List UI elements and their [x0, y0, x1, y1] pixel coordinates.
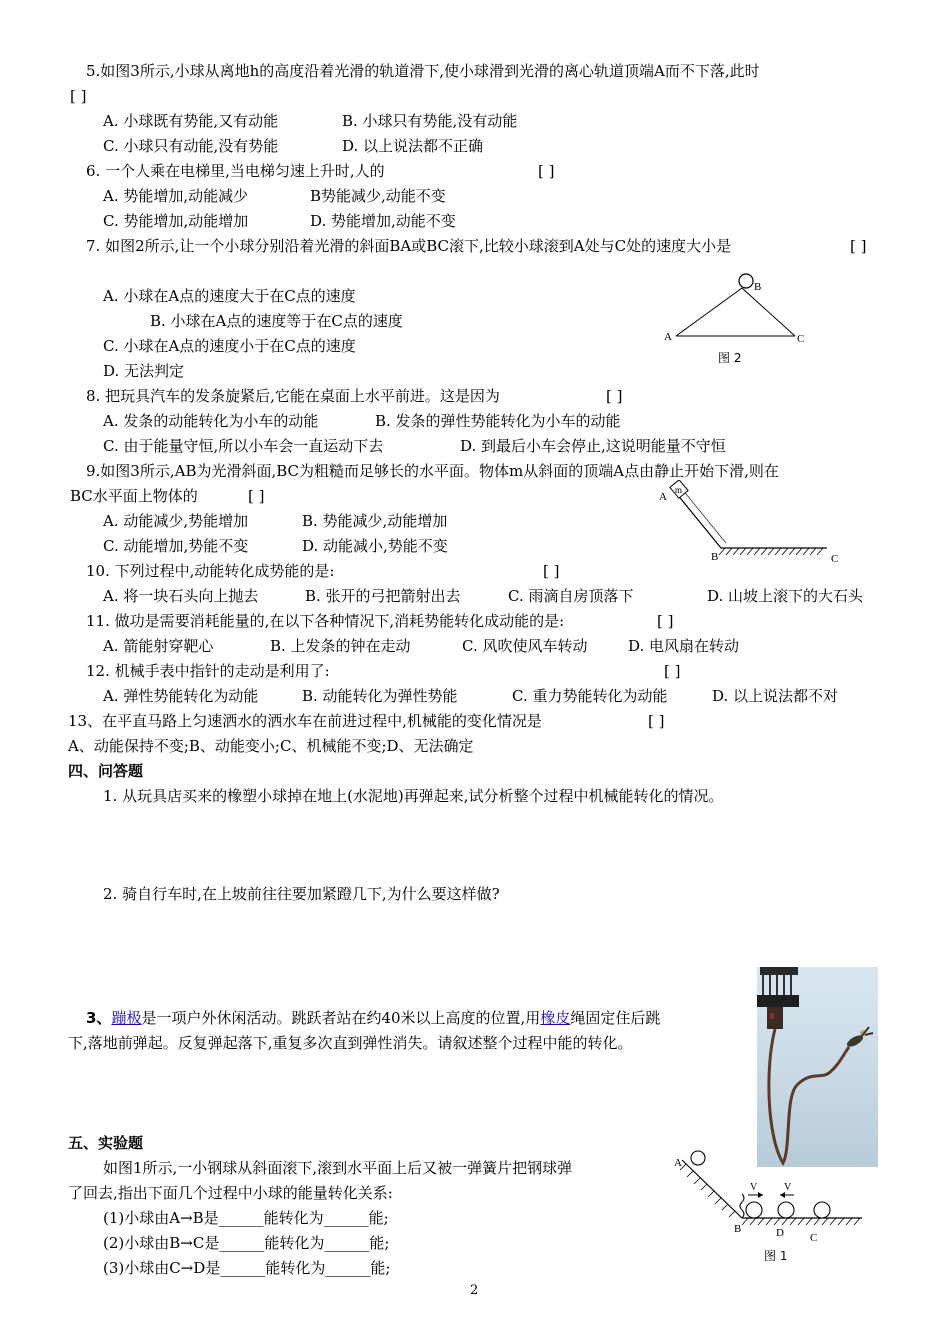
q12-option-a: A. 弹性势能转化为动能 — [103, 687, 259, 705]
fig1-label-v1: V — [750, 1182, 758, 1193]
ball-at-a — [691, 1151, 705, 1165]
q8-stem: 8. 把玩具汽车的发条旋紧后,它能在桌面上水平前进。这是因为 — [86, 387, 500, 405]
incline-ab — [682, 1160, 742, 1218]
sec5-item-2: (2)小球由B→C是______能转化为______能; — [103, 1234, 390, 1252]
slope-bc — [742, 288, 795, 336]
q12-bracket: [ ] — [664, 662, 681, 680]
q10-bracket: [ ] — [543, 562, 560, 580]
fig3-label-c: C — [831, 553, 839, 565]
fig1-label-a: A — [674, 1157, 682, 1169]
fig2-label-a: A — [664, 331, 672, 343]
q8-option-d: D. 到最后小车会停止,这说明能量不守恒 — [460, 437, 726, 455]
q12-stem: 12. 机械手表中指针的走动是利用了: — [86, 662, 330, 680]
bungee-photo — [757, 967, 878, 1167]
q11-option-b: B. 上发条的钟在走动 — [270, 637, 411, 655]
q6-bracket: [ ] — [538, 162, 555, 180]
q12-option-d: D. 以上说法都不对 — [712, 687, 839, 705]
q10-stem: 10. 下列过程中,动能转化成势能的是: — [86, 562, 335, 580]
q9-bracket: [ ] — [248, 487, 265, 505]
q7-bracket: [ ] — [850, 237, 867, 255]
sec4-question-3-text-2: 绳固定住后跳 — [570, 1009, 661, 1027]
q9-stem: 9.如图3所示,AB为光滑斜面,BC为粗糙而足够长的水平面。物体m从斜面的顶端A点由静止开始下滑,则在 — [86, 462, 779, 480]
q11-bracket: [ ] — [657, 612, 674, 630]
velocity-arrowhead-1 — [758, 1192, 763, 1198]
q6-option-b: B势能减少,动能不变 — [310, 187, 446, 205]
slope-ba — [676, 288, 742, 336]
q9-option-a: A. 动能减少,势能增加 — [103, 512, 249, 530]
q8-option-a: A. 发条的动能转化为小车的动能 — [103, 412, 319, 430]
q11-option-a: A. 箭能射穿靶心 — [103, 637, 214, 655]
q9-option-b: B. 势能减少,动能增加 — [302, 512, 448, 530]
ball-3 — [814, 1202, 830, 1218]
link-rubber[interactable]: 橡皮 — [540, 1009, 571, 1027]
q11-option-c: C. 风吹使风车转动 — [462, 637, 588, 655]
incline-hatching — [680, 1164, 735, 1217]
fig1-caption: 图 1 — [764, 1249, 788, 1263]
q6-option-a: A. 势能增加,动能减少 — [103, 187, 249, 205]
fig2-label-b: B — [754, 281, 762, 293]
q5-option-b: B. 小球只有势能,没有动能 — [342, 112, 518, 130]
q7-option-c: C. 小球在A点的速度小于在C点的速度 — [103, 337, 356, 355]
q10-option-d: D. 山坡上滚下的大石头 — [707, 587, 864, 605]
sec5-intro-line-1: 如图1所示,一小钢球从斜面滚下,滚到水平面上后又被一弹簧片把钢球弹 — [103, 1159, 573, 1177]
q9-stem-continued: BC水平面上物体的 — [70, 487, 198, 505]
q10-option-c: C. 雨滴自房顶落下 — [508, 587, 634, 605]
q11-stem: 11. 做功是需要消耗能量的,在以下各种情况下,消耗势能转化成动能的是: — [86, 612, 565, 630]
q7-option-b: B. 小球在A点的速度等于在C点的速度 — [150, 312, 403, 330]
section-5-heading: 五、实验题 — [68, 1134, 144, 1152]
section-4-heading: 四、问答题 — [68, 762, 144, 780]
q9-option-d: D. 动能减小,势能不变 — [302, 537, 448, 555]
ball-2 — [778, 1202, 794, 1218]
floor-hatching — [719, 548, 823, 555]
fig1-label-c: C — [810, 1232, 818, 1244]
floor-hatching — [742, 1218, 860, 1225]
sec4-question-3 — [86, 1008, 660, 1028]
fig2-caption: 图 2 — [718, 351, 742, 365]
q7-stem: 7. 如图2所示,让一个小球分别沿着光滑的斜面BA或BC滚下,比较小球滚到A处与C处的速度大小是 — [86, 237, 732, 255]
q6-stem: 6. 一个人乘在电梯里,当电梯匀速上升时,人的 — [86, 162, 385, 180]
q11-option-d: D. 电风扇在转动 — [628, 637, 740, 655]
sec4-question-2: 2. 骑自行车时,在上坡前往往要加紧蹬几下,为什么要这样做? — [103, 885, 500, 903]
fig3-label-a: A — [659, 491, 667, 503]
q12-option-c: C. 重力势能转化为动能 — [512, 687, 668, 705]
fig1-label-b: B — [734, 1223, 742, 1235]
sec4-question-3-text-1: 是一项户外休闲活动。跳跃者站在约40米以上高度的位置,用 — [141, 1009, 541, 1027]
q8-bracket: [ ] — [606, 387, 623, 405]
q5-option-a: A. 小球既有势能,又有动能 — [103, 112, 279, 130]
q5-option-d: D. 以上说法都不正确 — [342, 137, 484, 155]
figure-3-incline — [655, 480, 845, 568]
q8-option-c: C. 由于能量守恒,所以小车会一直运动下去 — [103, 437, 384, 455]
sec5-intro-line-2: 了回去,指出下面几个过程中小球的能量转化关系: — [68, 1184, 393, 1202]
q5-option-c: C. 小球只有动能,没有势能 — [103, 137, 279, 155]
q5-bracket: [ ] — [70, 87, 87, 105]
fig3-label-m: m — [675, 485, 683, 495]
q10-option-a: A. 将一块石头向上抛去 — [103, 587, 259, 605]
fig1-label-d: D — [776, 1227, 784, 1239]
q6-option-d: D. 势能增加,动能不变 — [310, 212, 456, 230]
ball-1 — [746, 1202, 762, 1218]
sec5-item-1: (1)小球由A→B是______能转化为______能; — [103, 1209, 389, 1227]
page-number: 2 — [470, 1283, 479, 1298]
q9-option-c: C. 动能增加,势能不变 — [103, 537, 249, 555]
link-bungee[interactable]: 蹦极 — [111, 1009, 142, 1027]
sec4-question-3-number: 3、 — [86, 1009, 112, 1027]
q5-stem: 5.如图3所示,小球从离地h的高度沿着光滑的轨道滑下,使小球滑到光滑的离心轨道顶端A而不下落,此时 — [86, 62, 760, 80]
figure-1-incline-spring — [668, 1138, 868, 1268]
q8-option-b: B. 发条的弹性势能转化为小车的动能 — [375, 412, 621, 430]
sec5-item-3: (3)小球由C→D是______能转化为______能; — [103, 1259, 391, 1277]
fig2-label-c: C — [797, 333, 805, 345]
sec4-question-3-line-2: 下,落地前弹起。反复弹起落下,重复多次直到弹性消失。请叙述整个过程中能的转化。 — [68, 1034, 633, 1052]
figure-2-triangle — [658, 262, 818, 372]
q6-option-c: C. 势能增加,动能增加 — [103, 212, 249, 230]
ball — [739, 274, 753, 288]
q10-option-b: B. 张开的弓把箭射出去 — [305, 587, 461, 605]
q13-options: A、动能保持不变;B、动能变小;C、机械能不变;D、无法确定 — [68, 737, 474, 755]
q7-option-d: D. 无法判定 — [103, 362, 185, 380]
sec4-question-1: 1. 从玩具店买来的橡塑小球掉在地上(水泥地)再弹起来,试分析整个过程中机械能转化的情况。 — [103, 787, 724, 805]
q13-bracket: [ ] — [648, 712, 665, 730]
fig3-label-b: B — [711, 551, 719, 563]
q12-option-b: B. 动能转化为弹性势能 — [302, 687, 458, 705]
q13-stem: 13、在平直马路上匀速洒水的洒水车在前进过程中,机械能的变化情况是 — [68, 712, 542, 730]
fig1-label-v2: V — [784, 1182, 792, 1193]
spring-leaf — [740, 1194, 744, 1218]
q7-option-a: A. 小球在A点的速度大于在C点的速度 — [103, 287, 356, 305]
